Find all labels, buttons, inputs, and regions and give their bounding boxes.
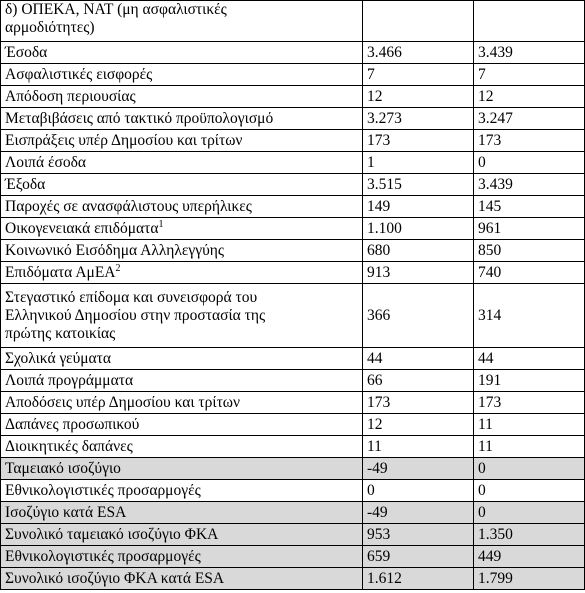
row-label-cell bbox=[1, 480, 363, 502]
table-body bbox=[1, 1, 585, 590]
table-row bbox=[1, 64, 585, 86]
table-row bbox=[1, 414, 585, 436]
table-row bbox=[1, 502, 585, 524]
row-label-cell bbox=[1, 240, 363, 262]
row-label-cell bbox=[1, 42, 363, 64]
row-label: Έσοδα bbox=[5, 43, 48, 61]
footnote-marker: 1 bbox=[158, 218, 164, 230]
row-label-cell bbox=[1, 348, 363, 370]
row-value-2: 0 bbox=[474, 152, 585, 174]
row-label-cell bbox=[1, 130, 363, 152]
table-row bbox=[1, 174, 585, 196]
row-label: Εθνικολογιστικές προσαρμογές bbox=[5, 547, 201, 565]
row-value-1: 149 bbox=[363, 196, 474, 218]
table-row bbox=[1, 370, 585, 392]
row-label: Παροχές σε ανασφάλιστους υπερήλικες bbox=[5, 197, 252, 215]
row-value-1: -49 bbox=[363, 458, 474, 480]
row-label-cell bbox=[1, 502, 363, 524]
row-label-cell bbox=[1, 370, 363, 392]
row-value-2: 449 bbox=[474, 546, 585, 568]
row-value-1: 3.466 bbox=[363, 42, 474, 64]
row-value-2: 1.799 bbox=[474, 568, 585, 590]
table-row bbox=[1, 568, 585, 590]
row-value-2: 173 bbox=[474, 392, 585, 414]
row-value-1: 659 bbox=[363, 546, 474, 568]
row-value-2: 11 bbox=[474, 414, 585, 436]
row-label-cell bbox=[1, 196, 363, 218]
row-label-cell bbox=[1, 414, 363, 436]
table-row bbox=[1, 152, 585, 174]
row-value-1: -49 bbox=[363, 502, 474, 524]
row-label-cell bbox=[1, 174, 363, 196]
row-label: Λοιπά έσοδα bbox=[5, 153, 87, 171]
row-value-1: 1 bbox=[363, 152, 474, 174]
table-row bbox=[1, 196, 585, 218]
row-value-1: 7 bbox=[363, 64, 474, 86]
row-value-2: 740 bbox=[474, 262, 585, 284]
row-value-1: 3.273 bbox=[363, 108, 474, 130]
row-label: Αποδόσεις υπέρ Δημοσίου και τρίτων bbox=[5, 393, 241, 411]
table-row bbox=[1, 348, 585, 370]
row-label-cell bbox=[1, 458, 363, 480]
row-value-2: 7 bbox=[474, 64, 585, 86]
row-value-1: 0 bbox=[363, 480, 474, 502]
row-label-cell bbox=[1, 108, 363, 130]
row-value-1: 44 bbox=[363, 348, 474, 370]
row-label-cell bbox=[1, 284, 363, 348]
row-label-cell bbox=[1, 436, 363, 458]
row-value-2: 850 bbox=[474, 240, 585, 262]
row-value-1: 173 bbox=[363, 130, 474, 152]
row-label-cell bbox=[1, 86, 363, 108]
table-row bbox=[1, 240, 585, 262]
row-value-2: 191 bbox=[474, 370, 585, 392]
row-value-1: 1.100 bbox=[363, 218, 474, 240]
row-label: Λοιπά προγράμματα bbox=[5, 371, 134, 389]
row-value-2: 3.439 bbox=[474, 42, 585, 64]
row-label: Συνολικό ταμειακό ισοζύγιο ΦΚΑ bbox=[5, 525, 219, 543]
header-value-1 bbox=[363, 1, 474, 42]
row-label-cell bbox=[1, 64, 363, 86]
table-row bbox=[1, 524, 585, 546]
row-value-1: 173 bbox=[363, 392, 474, 414]
row-label: Κοινωνικό Εισόδημα Αλληλεγγύης bbox=[5, 241, 225, 259]
row-label-cell bbox=[1, 568, 363, 590]
table-row bbox=[1, 436, 585, 458]
row-value-2: 3.247 bbox=[474, 108, 585, 130]
row-value-2: 1.350 bbox=[474, 524, 585, 546]
row-label: Ισοζύγιο κατά ESA bbox=[5, 503, 127, 521]
table-row bbox=[1, 218, 585, 240]
table-row bbox=[1, 284, 585, 348]
footnote-marker: 2 bbox=[115, 262, 121, 274]
row-label: Ταμειακό ισοζύγιο bbox=[5, 459, 121, 477]
row-value-1: 3.515 bbox=[363, 174, 474, 196]
row-value-2: 11 bbox=[474, 436, 585, 458]
row-label: Στεγαστικό επίδομα και συνεισφορά του Ελληνικού Δημοσίου στην προστασία της πρώτης κατοικίας bbox=[5, 288, 266, 342]
table-row bbox=[1, 42, 585, 64]
row-label: Εισπράξεις υπέρ Δημοσίου και τρίτων bbox=[5, 131, 243, 149]
table-header-row bbox=[1, 1, 585, 42]
row-value-1: 680 bbox=[363, 240, 474, 262]
table-row bbox=[1, 458, 585, 480]
row-value-2: 0 bbox=[474, 502, 585, 524]
row-value-2: 12 bbox=[474, 86, 585, 108]
table-row bbox=[1, 392, 585, 414]
row-label-cell bbox=[1, 392, 363, 414]
row-label: Ασφαλιστικές εισφορές bbox=[5, 65, 153, 83]
row-label-cell bbox=[1, 218, 363, 240]
table-row bbox=[1, 108, 585, 130]
table-row bbox=[1, 546, 585, 568]
row-value-2: 314 bbox=[474, 284, 585, 348]
table-row bbox=[1, 262, 585, 284]
row-label: Δαπάνες προσωπικού bbox=[5, 415, 140, 433]
row-label: Οικογενειακά επιδόματα bbox=[5, 219, 159, 237]
row-label-cell bbox=[1, 262, 363, 284]
row-label: Επιδόματα ΑμΕΑ bbox=[5, 263, 116, 281]
row-label: Διοικητικές δαπάνες bbox=[5, 437, 133, 455]
row-label-cell bbox=[1, 546, 363, 568]
row-label: Συνολικό ισοζύγιο ΦΚΑ κατά ESA bbox=[5, 569, 225, 587]
section-title: δ) ΟΠΕΚΑ, ΝΑΤ (μη ασφαλιστικές αρμοδιότητες) bbox=[1, 1, 363, 42]
row-value-2: 145 bbox=[474, 196, 585, 218]
row-value-1: 12 bbox=[363, 86, 474, 108]
row-value-2: 0 bbox=[474, 458, 585, 480]
table-row bbox=[1, 86, 585, 108]
row-value-1: 1.612 bbox=[363, 568, 474, 590]
row-value-2: 0 bbox=[474, 480, 585, 502]
table-row bbox=[1, 480, 585, 502]
table-row bbox=[1, 130, 585, 152]
header-value-2 bbox=[474, 1, 585, 42]
row-value-2: 3.439 bbox=[474, 174, 585, 196]
row-value-1: 11 bbox=[363, 436, 474, 458]
row-label: Μεταβιβάσεις από τακτικό προϋπολογισμό bbox=[5, 109, 274, 127]
row-value-1: 12 bbox=[363, 414, 474, 436]
row-label-cell bbox=[1, 152, 363, 174]
row-value-2: 961 bbox=[474, 218, 585, 240]
row-label-cell bbox=[1, 524, 363, 546]
row-value-1: 66 bbox=[363, 370, 474, 392]
row-value-1: 366 bbox=[363, 284, 474, 348]
row-value-1: 913 bbox=[363, 262, 474, 284]
row-value-2: 173 bbox=[474, 130, 585, 152]
row-label: Σχολικά γεύματα bbox=[5, 349, 112, 367]
row-value-1: 953 bbox=[363, 524, 474, 546]
row-label: Απόδοση περιουσίας bbox=[5, 87, 136, 105]
row-label: Εθνικολογιστικές προσαρμογές bbox=[5, 481, 201, 499]
row-value-2: 44 bbox=[474, 348, 585, 370]
row-label: Έξοδα bbox=[5, 175, 46, 193]
